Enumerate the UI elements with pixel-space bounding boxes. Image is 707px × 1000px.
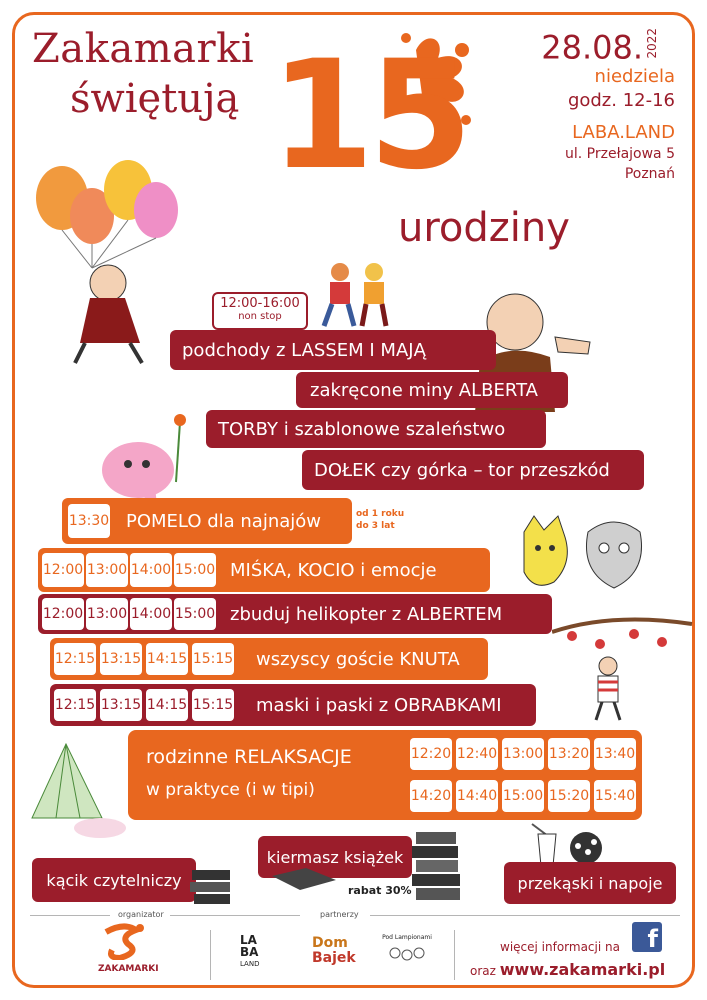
book-fair-discount: rabat 30% <box>348 884 412 897</box>
pomelo-bar <box>62 498 352 544</box>
footer-divider-mid2 <box>370 915 680 916</box>
relax-title: rodzinne RELAKSACJE <box>146 746 352 768</box>
session-time: 15:00 <box>174 553 216 587</box>
relax-time: 13:40 <box>594 738 636 770</box>
nonstop-note: non stop <box>238 311 282 322</box>
relax-time: 12:40 <box>456 738 498 770</box>
partner-labaland-line1: LA <box>240 933 257 947</box>
partner-podlampionami-name: Pod Lampionami <box>382 934 432 941</box>
nonstop-item-label: TORBY i szablonowe szaleństwo <box>218 418 506 440</box>
relax-times-row2 <box>410 780 636 812</box>
nonstop-item-label: DOŁEK czy górka – tor przeszkód <box>314 459 610 481</box>
event-city: Poznań <box>624 166 675 182</box>
partners-label: partnerzy <box>320 910 359 919</box>
session-time: 12:00 <box>42 598 84 630</box>
zakamarki-logo-icon <box>100 922 148 960</box>
title-line1: Zakamarki <box>32 26 255 72</box>
session-time: 12:15 <box>54 689 96 721</box>
nonstop-item-podchody <box>170 330 496 370</box>
footer-divider-mid1 <box>170 915 300 916</box>
subtitle-urodziny: urodziny <box>398 205 570 251</box>
nonstop-item-label: zakręcone miny ALBERTA <box>310 379 538 401</box>
footer-vdivider-2 <box>454 930 455 980</box>
lasse-maja-illustration <box>318 258 398 330</box>
session-row-misia <box>38 548 490 592</box>
session-time: 13:00 <box>86 598 128 630</box>
session-label: MIŚKA, KOCIO i emocje <box>230 559 437 581</box>
partner-dombajek-line1: Dom <box>312 935 348 951</box>
session-time: 14:00 <box>130 598 172 630</box>
pomelo-age-to: do 3 lat <box>356 521 395 531</box>
relax-time: 12:20 <box>410 738 452 770</box>
reading-corner-bar <box>32 858 196 902</box>
pomelo-age-from: od 1 roku <box>356 509 405 519</box>
relax-time: 15:20 <box>548 780 590 812</box>
event-venue: LABA.LAND <box>572 122 675 143</box>
website-line <box>470 960 665 979</box>
pomelo-time: 13:30 <box>68 504 110 538</box>
apple-tree-girl-illustration <box>552 606 694 724</box>
session-time: 13:00 <box>86 553 128 587</box>
date-value: 28.08. <box>541 28 643 67</box>
partner-labaland-logo <box>240 934 259 970</box>
reading-corner-label: kącik czytelniczy <box>46 870 182 890</box>
relax-time: 15:40 <box>594 780 636 812</box>
relax-subtitle: w praktyce (i w tipi) <box>146 780 315 800</box>
partner-podlampionami-logo <box>382 934 432 969</box>
website-link[interactable]: www.zakamarki.pl <box>499 960 666 979</box>
relax-time: 13:00 <box>502 738 544 770</box>
big-number-15: 15 <box>270 29 467 203</box>
relax-time: 13:20 <box>548 738 590 770</box>
relax-time: 14:40 <box>456 780 498 812</box>
session-label: zbuduj helikopter z ALBERTEM <box>230 603 503 625</box>
nonstop-item-dolek <box>302 450 644 490</box>
books-stack-icon <box>188 866 236 908</box>
tipi-illustration <box>26 738 130 842</box>
balloons-illustration <box>30 158 180 368</box>
partner-labaland-line2: BA <box>240 945 259 959</box>
session-label: wszyscy goście KNUTA <box>256 648 460 670</box>
nonstop-item-miny <box>296 372 568 408</box>
elephant-illustration <box>98 412 198 504</box>
nonstop-time-tag <box>212 292 308 330</box>
facebook-icon[interactable]: f <box>632 922 662 952</box>
relax-time: 14:20 <box>410 780 452 812</box>
session-time: 14:00 <box>130 553 172 587</box>
event-hours: godz. 12-16 <box>567 90 675 111</box>
partner-dombajek-line2: Bajek <box>312 950 356 966</box>
organizer-label: organizator <box>118 910 164 919</box>
book-fair-label: kiermasz książek <box>266 847 404 867</box>
relax-box <box>128 730 642 820</box>
pomelo-label: POMELO dla najnajów <box>126 510 321 532</box>
session-row-knut <box>50 638 488 680</box>
session-row-helikopter <box>38 594 552 634</box>
session-time: 13:15 <box>100 689 142 721</box>
snacks-label: przekąski i napoje <box>517 873 663 893</box>
event-date <box>541 28 659 67</box>
more-info-text: więcej informacji na <box>500 940 620 954</box>
session-label: maski i paski z OBRABKAMI <box>256 694 502 716</box>
lanterns-icon <box>387 941 427 965</box>
partner-labaland-line3: LAND <box>240 960 260 968</box>
session-time: 15:15 <box>192 643 234 675</box>
organizer-name: ZAKAMARKI <box>98 964 159 974</box>
nonstop-time: 12:00-16:00 <box>220 296 300 311</box>
date-year: 2022 <box>645 28 659 59</box>
pomelo-age <box>356 508 404 532</box>
footer-divider-left <box>30 915 110 916</box>
partner-dombajek-logo <box>312 936 356 966</box>
relax-time: 15:00 <box>502 780 544 812</box>
session-time: 15:15 <box>192 689 234 721</box>
event-street: ul. Przełajowa 5 <box>565 146 675 162</box>
snacks-bar <box>504 862 676 904</box>
nonstop-item-torby <box>206 410 546 448</box>
session-row-maski <box>50 684 536 726</box>
session-time: 12:15 <box>54 643 96 675</box>
website-prefix: oraz <box>470 964 496 978</box>
session-time: 13:15 <box>100 643 142 675</box>
title-line2: świętują <box>70 76 240 122</box>
session-time: 15:00 <box>174 598 216 630</box>
event-weekday: niedziela <box>594 66 675 87</box>
session-time: 14:15 <box>146 689 188 721</box>
session-time: 12:00 <box>42 553 84 587</box>
footer-vdivider-1 <box>210 930 211 980</box>
cat-owl-illustration <box>514 512 664 596</box>
relax-times-row1 <box>410 738 636 770</box>
nonstop-item-label: podchody z LASSEM I MAJĄ <box>182 339 426 361</box>
session-time: 14:15 <box>146 643 188 675</box>
